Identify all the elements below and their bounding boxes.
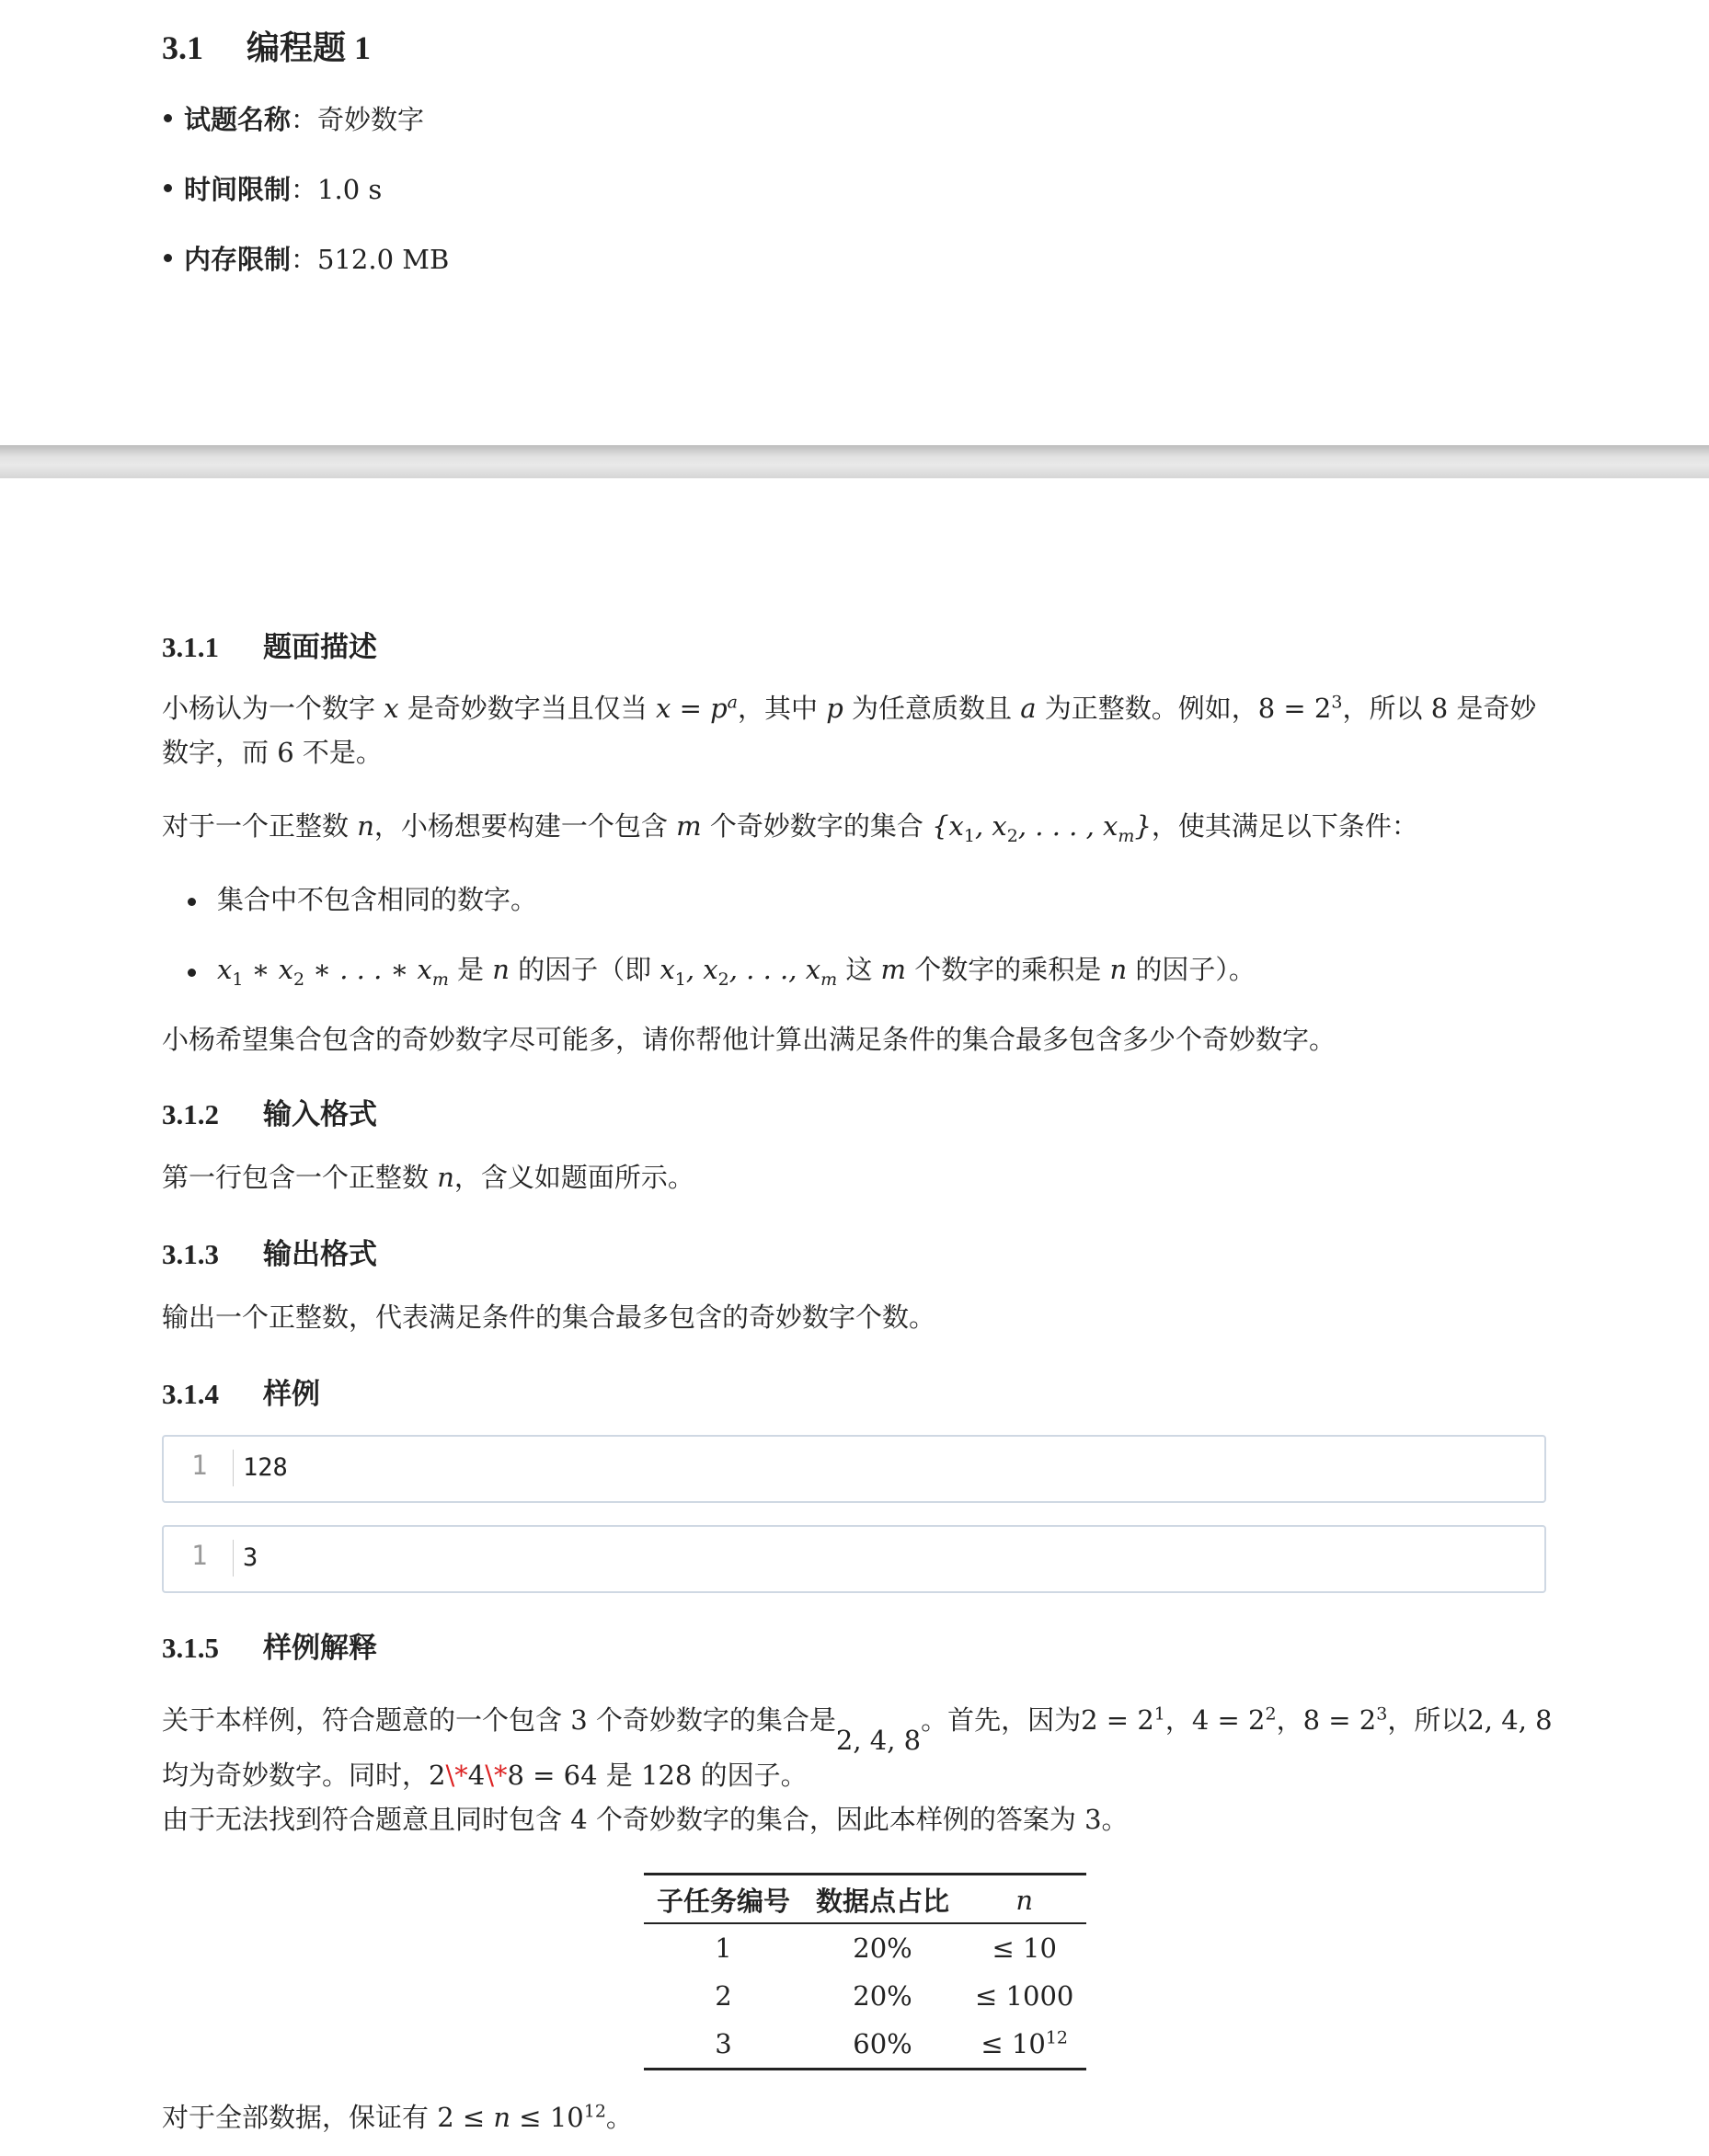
- bullet-dot-2: [188, 969, 196, 977]
- desc-bullet-2: $x_1$ ∗ $x_2$ ∗ . . . ∗ $x_m$ 是 n 的因子（即 $x_1$, $x_2$, . . ., $x_m$ 这 m 个数字的乘积是 n 的因子）。: [217, 954, 1256, 990]
- desc-paragraph-3: 小杨希望集合包含的奇妙数字尽可能多，请你帮他计算出满足条件的集合最多包含多少个奇妙数字。: [162, 1024, 1336, 1055]
- cell-pct: 60%: [853, 2028, 912, 2059]
- page-2: [0, 478, 1709, 2156]
- table-row: [644, 1923, 1086, 1972]
- desc-paragraph-1: 小杨认为一个数字 x 是奇妙数字当且仅当 $x = p^a$，其中 p 为任意质数且 a 为正整数。例如，$8 = 2^3$，所以 8 是奇妙 数字，而 6 不是。: [162, 692, 1537, 768]
- table-row: [644, 1972, 1086, 2020]
- explain-line-2: 均为奇妙数字。同时，2\*4\*8 = 64 是 128 的因子。: [162, 1760, 808, 1791]
- explain-heading: 3.1.5 样例解释: [162, 1632, 377, 1664]
- header-data-pct: 数据点占比: [803, 1875, 962, 1924]
- table-header-row: [644, 1875, 1086, 1924]
- cell-n: ≤ 10: [992, 1932, 1057, 1964]
- input-text: 第一行包含一个正整数 n，含义如题面所示。: [162, 1162, 694, 1193]
- page-gap: [0, 445, 1709, 478]
- meta-item-time: 时间限制：1.0 s: [184, 169, 382, 207]
- sample-output-text: 3: [243, 1543, 258, 1572]
- cell-subtask-id: 1: [715, 1932, 732, 1964]
- line-number: 1: [191, 1540, 208, 1571]
- section-title-text: 编程题 1: [247, 29, 372, 66]
- cell-pct: 20%: [853, 1980, 912, 2012]
- table-row: [644, 2020, 1086, 2070]
- explain-line-3: 由于无法找到符合题意且同时包含 4 个奇妙数字的集合，因此本样例的答案为 3。: [162, 1804, 1129, 1835]
- desc-bullet-1: 集合中不包含相同的数字。: [217, 884, 538, 915]
- cell-subtask-id: 3: [715, 2028, 732, 2059]
- section-title: [162, 22, 1546, 69]
- gutter-separator: [233, 1540, 234, 1577]
- input-heading: 3.1.2 输入格式: [162, 1098, 377, 1130]
- meta-item-name: 试题名称：奇妙数字: [184, 99, 424, 137]
- line-number: 1: [191, 1450, 208, 1481]
- page-1: [0, 0, 1709, 445]
- header-n: n: [962, 1875, 1086, 1924]
- output-text: 输出一个正整数，代表满足条件的集合最多包含的奇妙数字个数。: [162, 1302, 936, 1333]
- header-subtask-id: 子任务编号: [644, 1875, 803, 1924]
- cell-n: ≤ 1000: [975, 1980, 1074, 2012]
- page1-content: [162, 22, 1546, 275]
- desc-paragraph-2: 对于一个正整数 n，小杨想要构建一个包含 m 个奇妙数字的集合 {$x_1$, $x_2$, . . . , $x_m$}，使其满足以下条件：: [162, 810, 1418, 846]
- desc-heading: 3.1.1 题面描述: [162, 631, 377, 663]
- explain-set: 2, 4, 8: [835, 1725, 922, 1756]
- sample-input-text: 128: [243, 1453, 288, 1482]
- final-constraint: 对于全部数据，保证有 $2 \le n \le 10^{12}$。: [162, 2101, 633, 2133]
- subtask-table: [644, 1873, 1086, 2070]
- cell-subtask-id: 2: [715, 1980, 732, 2012]
- cell-n: ≤ $10^{12}$: [981, 2027, 1068, 2059]
- gutter-separator: [233, 1450, 234, 1486]
- sample-output-block[interactable]: [162, 1525, 1546, 1593]
- bullet-dot-1: [188, 898, 196, 906]
- output-heading: 3.1.3 输出格式: [162, 1238, 377, 1270]
- explain-line-1: 关于本样例，符合题意的一个包含 3 个奇妙数字的集合是2, 4, 8。首先，因为$2 = 2^1$，$4 = 2^2$，$8 = 2^3$，所以2, 4, 8: [162, 1703, 1553, 1756]
- meta-item-memory: 内存限制：512.0 MB: [184, 239, 449, 277]
- sample-heading: 3.1.4 样例: [162, 1378, 320, 1410]
- section-number: 3.1: [162, 29, 203, 66]
- cell-pct: 20%: [853, 1932, 912, 1964]
- sample-input-block[interactable]: [162, 1435, 1546, 1503]
